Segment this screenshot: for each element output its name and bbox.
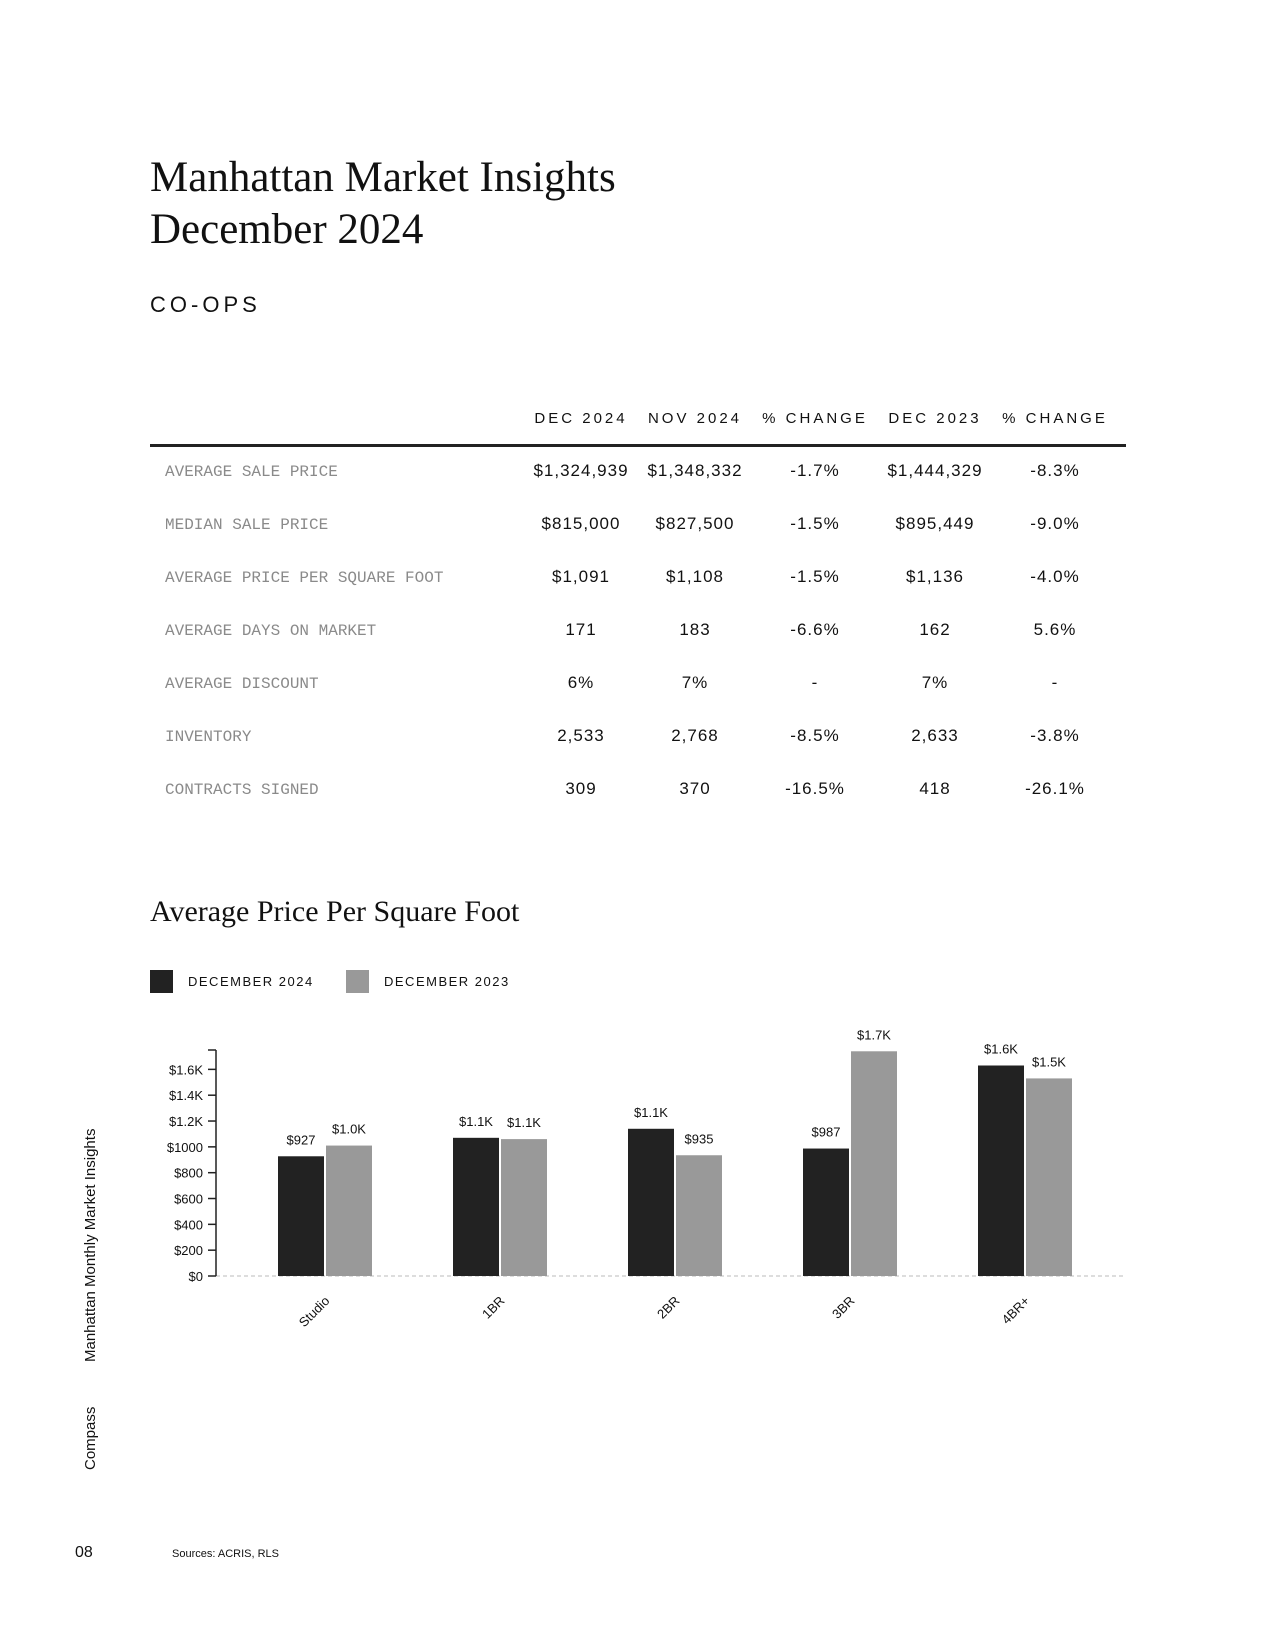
- row-label-average-sale-price: AVERAGE SALE PRICE: [165, 463, 338, 481]
- x-tick-label: 3BR: [828, 1293, 858, 1322]
- page-number: 08: [75, 1544, 93, 1561]
- legend-swatch-december-2024: [150, 970, 173, 993]
- table-cell: $1,348,332: [647, 461, 743, 480]
- y-tick-label: $1.4K: [169, 1088, 203, 1104]
- bar-data-label: $1.1K: [634, 1104, 668, 1120]
- table-cell: 7%: [921, 673, 949, 692]
- bar-data-label: $1.6K: [984, 1041, 1018, 1057]
- table-cell: -: [1051, 673, 1059, 692]
- table-cell: -6.6%: [790, 620, 840, 639]
- table-cell: 183: [679, 620, 711, 639]
- table-cell: $1,324,939: [533, 461, 629, 480]
- table-cell: -4.0%: [1030, 567, 1080, 586]
- y-tick-label: $800: [174, 1165, 203, 1181]
- column-header-nov-2024: NOV 2024: [647, 410, 743, 427]
- column-header-change-monthly: % CHANGE: [762, 410, 868, 427]
- bar-data-label: $935: [684, 1131, 714, 1147]
- table-cell: -1.5%: [790, 514, 840, 533]
- table-cell: -26.1%: [1025, 779, 1085, 798]
- bar: [501, 1139, 547, 1276]
- sidebar-brand: Compass: [82, 1406, 99, 1470]
- chart-title: Average Price Per Square Foot: [150, 895, 520, 928]
- y-tick-label: $1.6K: [169, 1062, 203, 1078]
- table-cell: $827,500: [655, 514, 735, 533]
- table-cell: -8.3%: [1030, 461, 1080, 480]
- x-tick-label: Studio: [295, 1293, 333, 1330]
- table-cell: 7%: [681, 673, 709, 692]
- legend-label-december-2024: DECEMBER 2024: [188, 974, 314, 989]
- section-label: CO-OPS: [150, 292, 261, 317]
- sources-note: Sources: ACRIS, RLS: [172, 1548, 279, 1560]
- bar-data-label: $1.5K: [1032, 1054, 1066, 1070]
- table-cell: 5.6%: [1033, 620, 1077, 639]
- table-cell: -8.5%: [790, 726, 840, 745]
- title-line-2: December 2024: [150, 206, 424, 253]
- x-tick-label: 2BR: [653, 1293, 683, 1322]
- table-cell: 2,768: [671, 726, 719, 745]
- x-tick-label: 4BR+: [998, 1293, 1033, 1328]
- title-line-1: Manhattan Market Insights: [150, 154, 616, 201]
- bar: [453, 1138, 499, 1276]
- page-title: [150, 152, 616, 256]
- bar: [803, 1149, 849, 1276]
- table-cell: -3.8%: [1030, 726, 1080, 745]
- row-label-average-price-per-square-foot: AVERAGE PRICE PER SQUARE FOOT: [165, 569, 444, 587]
- table-cell: $1,091: [552, 567, 610, 586]
- table-cell: $1,136: [906, 567, 964, 586]
- legend-swatch-december-2023: [346, 970, 369, 993]
- y-tick-label: $400: [174, 1217, 203, 1233]
- bar: [278, 1156, 324, 1276]
- bar-data-label: $1.1K: [507, 1115, 541, 1131]
- legend-label-december-2023: DECEMBER 2023: [384, 974, 510, 989]
- table-cell: $1,444,329: [887, 461, 983, 480]
- table-cell: -16.5%: [785, 779, 845, 798]
- column-header-change-yearly: % CHANGE: [1002, 410, 1108, 427]
- bar: [326, 1146, 372, 1276]
- y-tick-label: $0: [188, 1269, 203, 1284]
- table-cell: $895,449: [895, 514, 975, 533]
- y-tick-label: $1.2K: [169, 1114, 203, 1130]
- table-cell: 309: [565, 779, 597, 798]
- sidebar-publication: Manhattan Monthly Market Insights: [82, 1128, 99, 1362]
- column-header-dec-2024: DEC 2024: [534, 410, 628, 427]
- table-cell: 162: [919, 620, 951, 639]
- y-tick-label: $600: [174, 1191, 203, 1207]
- table-cell: 370: [679, 779, 711, 798]
- bar: [676, 1155, 722, 1276]
- bar: [978, 1065, 1024, 1276]
- row-label-average-discount: AVERAGE DISCOUNT: [165, 675, 319, 693]
- bar: [851, 1051, 897, 1276]
- table-cell: 418: [919, 779, 951, 798]
- column-header-dec-2023: DEC 2023: [888, 410, 982, 427]
- bar-data-label: $1.7K: [857, 1027, 891, 1043]
- bar-data-label: $1.0K: [332, 1121, 366, 1137]
- table-cell: 2,633: [911, 726, 959, 745]
- row-label-average-days-on-market: AVERAGE DAYS ON MARKET: [165, 622, 377, 640]
- table-cell: -1.5%: [790, 567, 840, 586]
- table-cell: 2,533: [557, 726, 605, 745]
- table-cell: 6%: [567, 673, 595, 692]
- row-label-contracts-signed: CONTRACTS SIGNED: [165, 781, 319, 799]
- bar: [1026, 1078, 1072, 1276]
- y-tick-label: $200: [174, 1243, 203, 1259]
- row-label-median-sale-price: MEDIAN SALE PRICE: [165, 516, 329, 534]
- table-cell: $1,108: [666, 567, 724, 586]
- table-cell: $815,000: [541, 514, 621, 533]
- bar-data-label: $987: [811, 1124, 841, 1140]
- table-cell: -9.0%: [1030, 514, 1080, 533]
- bar: [628, 1129, 674, 1276]
- table-header-rule: [150, 444, 1126, 447]
- table-cell: -: [811, 673, 819, 692]
- x-tick-label: 1BR: [478, 1293, 508, 1322]
- y-tick-label: $1000: [166, 1139, 203, 1155]
- bar-data-label: $1.1K: [459, 1113, 493, 1129]
- row-label-inventory: INVENTORY: [165, 728, 252, 746]
- table-cell: 171: [565, 620, 597, 639]
- table-cell: -1.7%: [790, 461, 840, 480]
- bar-data-label: $927: [286, 1132, 316, 1148]
